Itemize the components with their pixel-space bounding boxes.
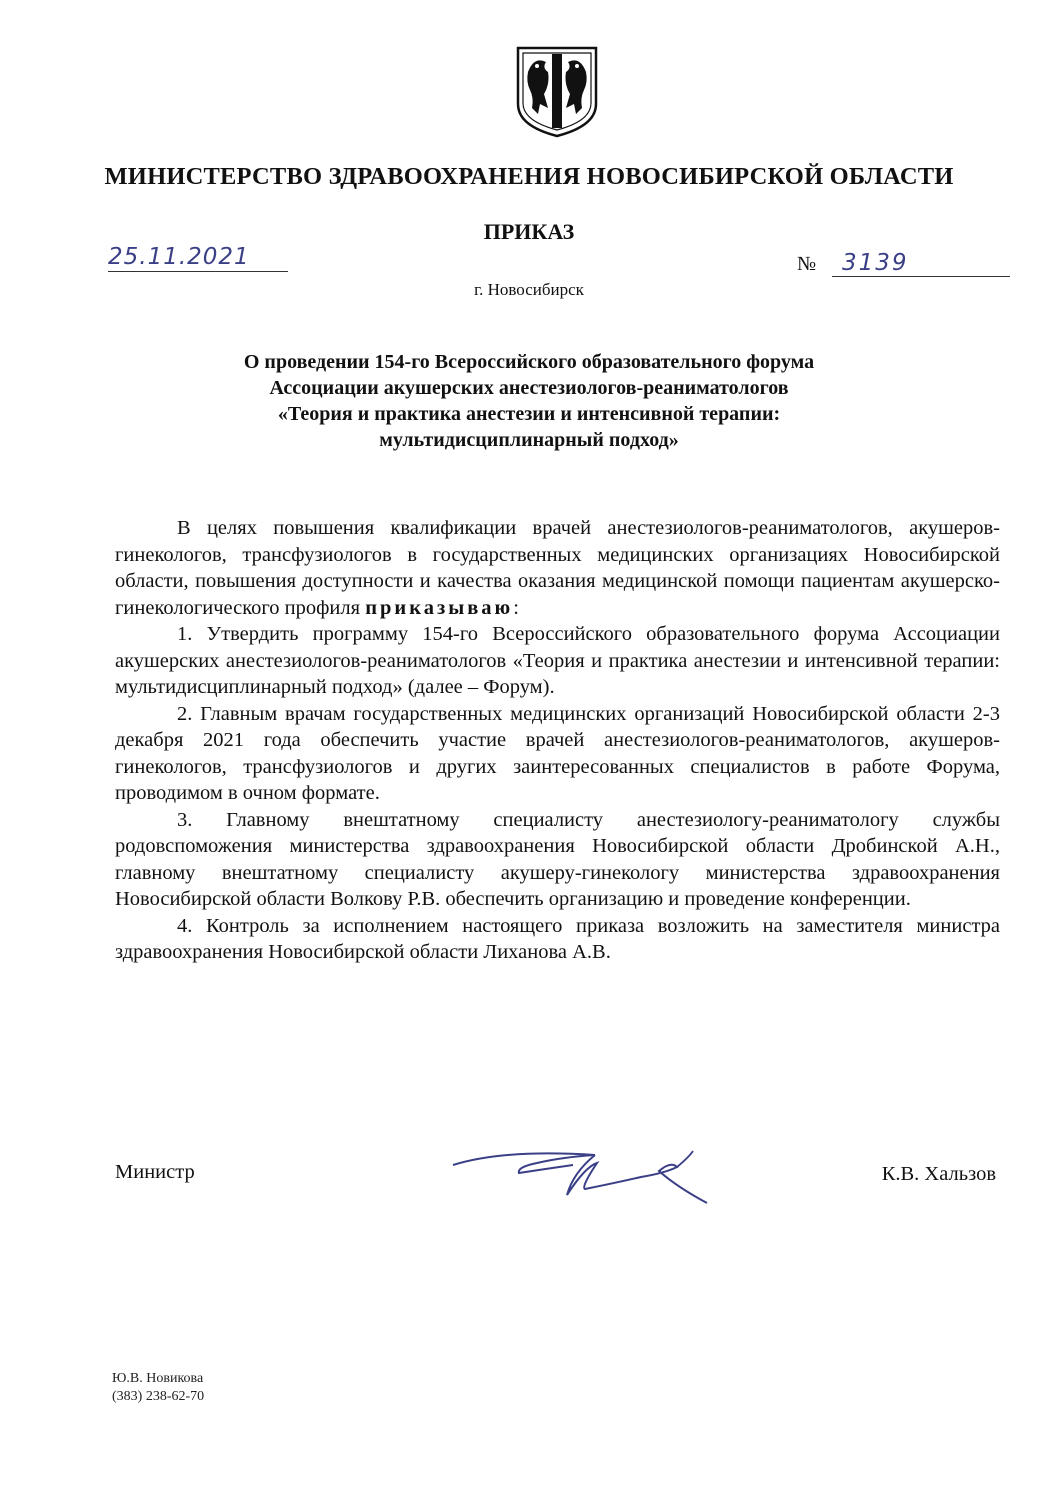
order-date: 25.11.2021	[108, 244, 288, 272]
order-item-3: 3. Главному внештатному специалисту анестезиологу-реаниматологу службы родовспоможения министерства здравоохранения Новосибирской области Дробинской А.Н., главному внештатному специалисту акушеру-гинекологу министерства здравоохранения Новосибирской области Волкову Р.В. обеспечить организацию и проведение конференции.	[115, 808, 1000, 910]
executor-name: Ю.В. Новикова	[112, 1371, 204, 1386]
document-type: ПРИКАЗ	[483, 219, 575, 244]
order-item-1: 1. Утвердить программу 154-го Всероссийского образовательного форума Ассоциации акушерских анестезиологов-реаниматологов «Теория и практика анестезии и интенсивной терапии: мультидисциплинарный подход» (далее – Форум).	[115, 623, 1000, 698]
subject-line: «Теория и практика анестезии и интенсивной терапии:	[277, 403, 781, 425]
signer-title: Министр	[115, 1161, 195, 1183]
city-line: г. Новосибирск	[474, 280, 584, 299]
order-colon: :	[513, 596, 519, 619]
subject-line: О проведении 154-го Всероссийского образовательного форума	[243, 351, 815, 373]
handwritten-signature	[445, 1143, 720, 1218]
order-body	[115, 515, 1000, 966]
order-number: 3139	[832, 250, 1010, 277]
number-sign: №	[797, 253, 817, 275]
subject-line: мультидисциплинарный подход»	[379, 429, 679, 451]
ministry-name: МИНИСТЕРСТВО ЗДРАВООХРАНЕНИЯ НОВОСИБИРСКОЙ ОБЛАСТИ	[104, 163, 954, 190]
order-item-4: 4. Контроль за исполнением настоящего приказа возложить на заместителя министра здравоохранения Новосибирской области Лиханова А.В.	[115, 914, 1000, 963]
executor-info	[112, 1370, 204, 1406]
preamble-paragraph	[115, 515, 1000, 621]
order-item-2: 2. Главным врачам государственных медицинских организаций Новосибирской области 2-3 декабря 2021 года обеспечить участие врачей анестезиологов-реаниматологов, акушеров-гинекологов, трансфузиологов и других заинтересованных специалистов в работе Форума, проводимом в очном формате.	[115, 702, 1000, 804]
signer-name: К.В. Хальзов	[881, 1163, 996, 1185]
subject-line: Ассоциации акушерских анестезиологов-реаниматологов	[269, 377, 789, 399]
executor-phone: (383) 238-62-70	[112, 1389, 205, 1404]
coat-of-arms-emblem	[512, 42, 602, 140]
order-subject	[110, 349, 948, 453]
order-word: приказываю	[365, 596, 514, 619]
preamble-text: В целях повышения квалификации врачей анестезиологов-реаниматологов, акушеров-гинекологов, трансфузиологов в государственных медицинских организациях Новосибирской области, повышения доступности и качества оказания медицинской помощи пациентам акушерско-гинекологического профиля	[115, 517, 1000, 619]
